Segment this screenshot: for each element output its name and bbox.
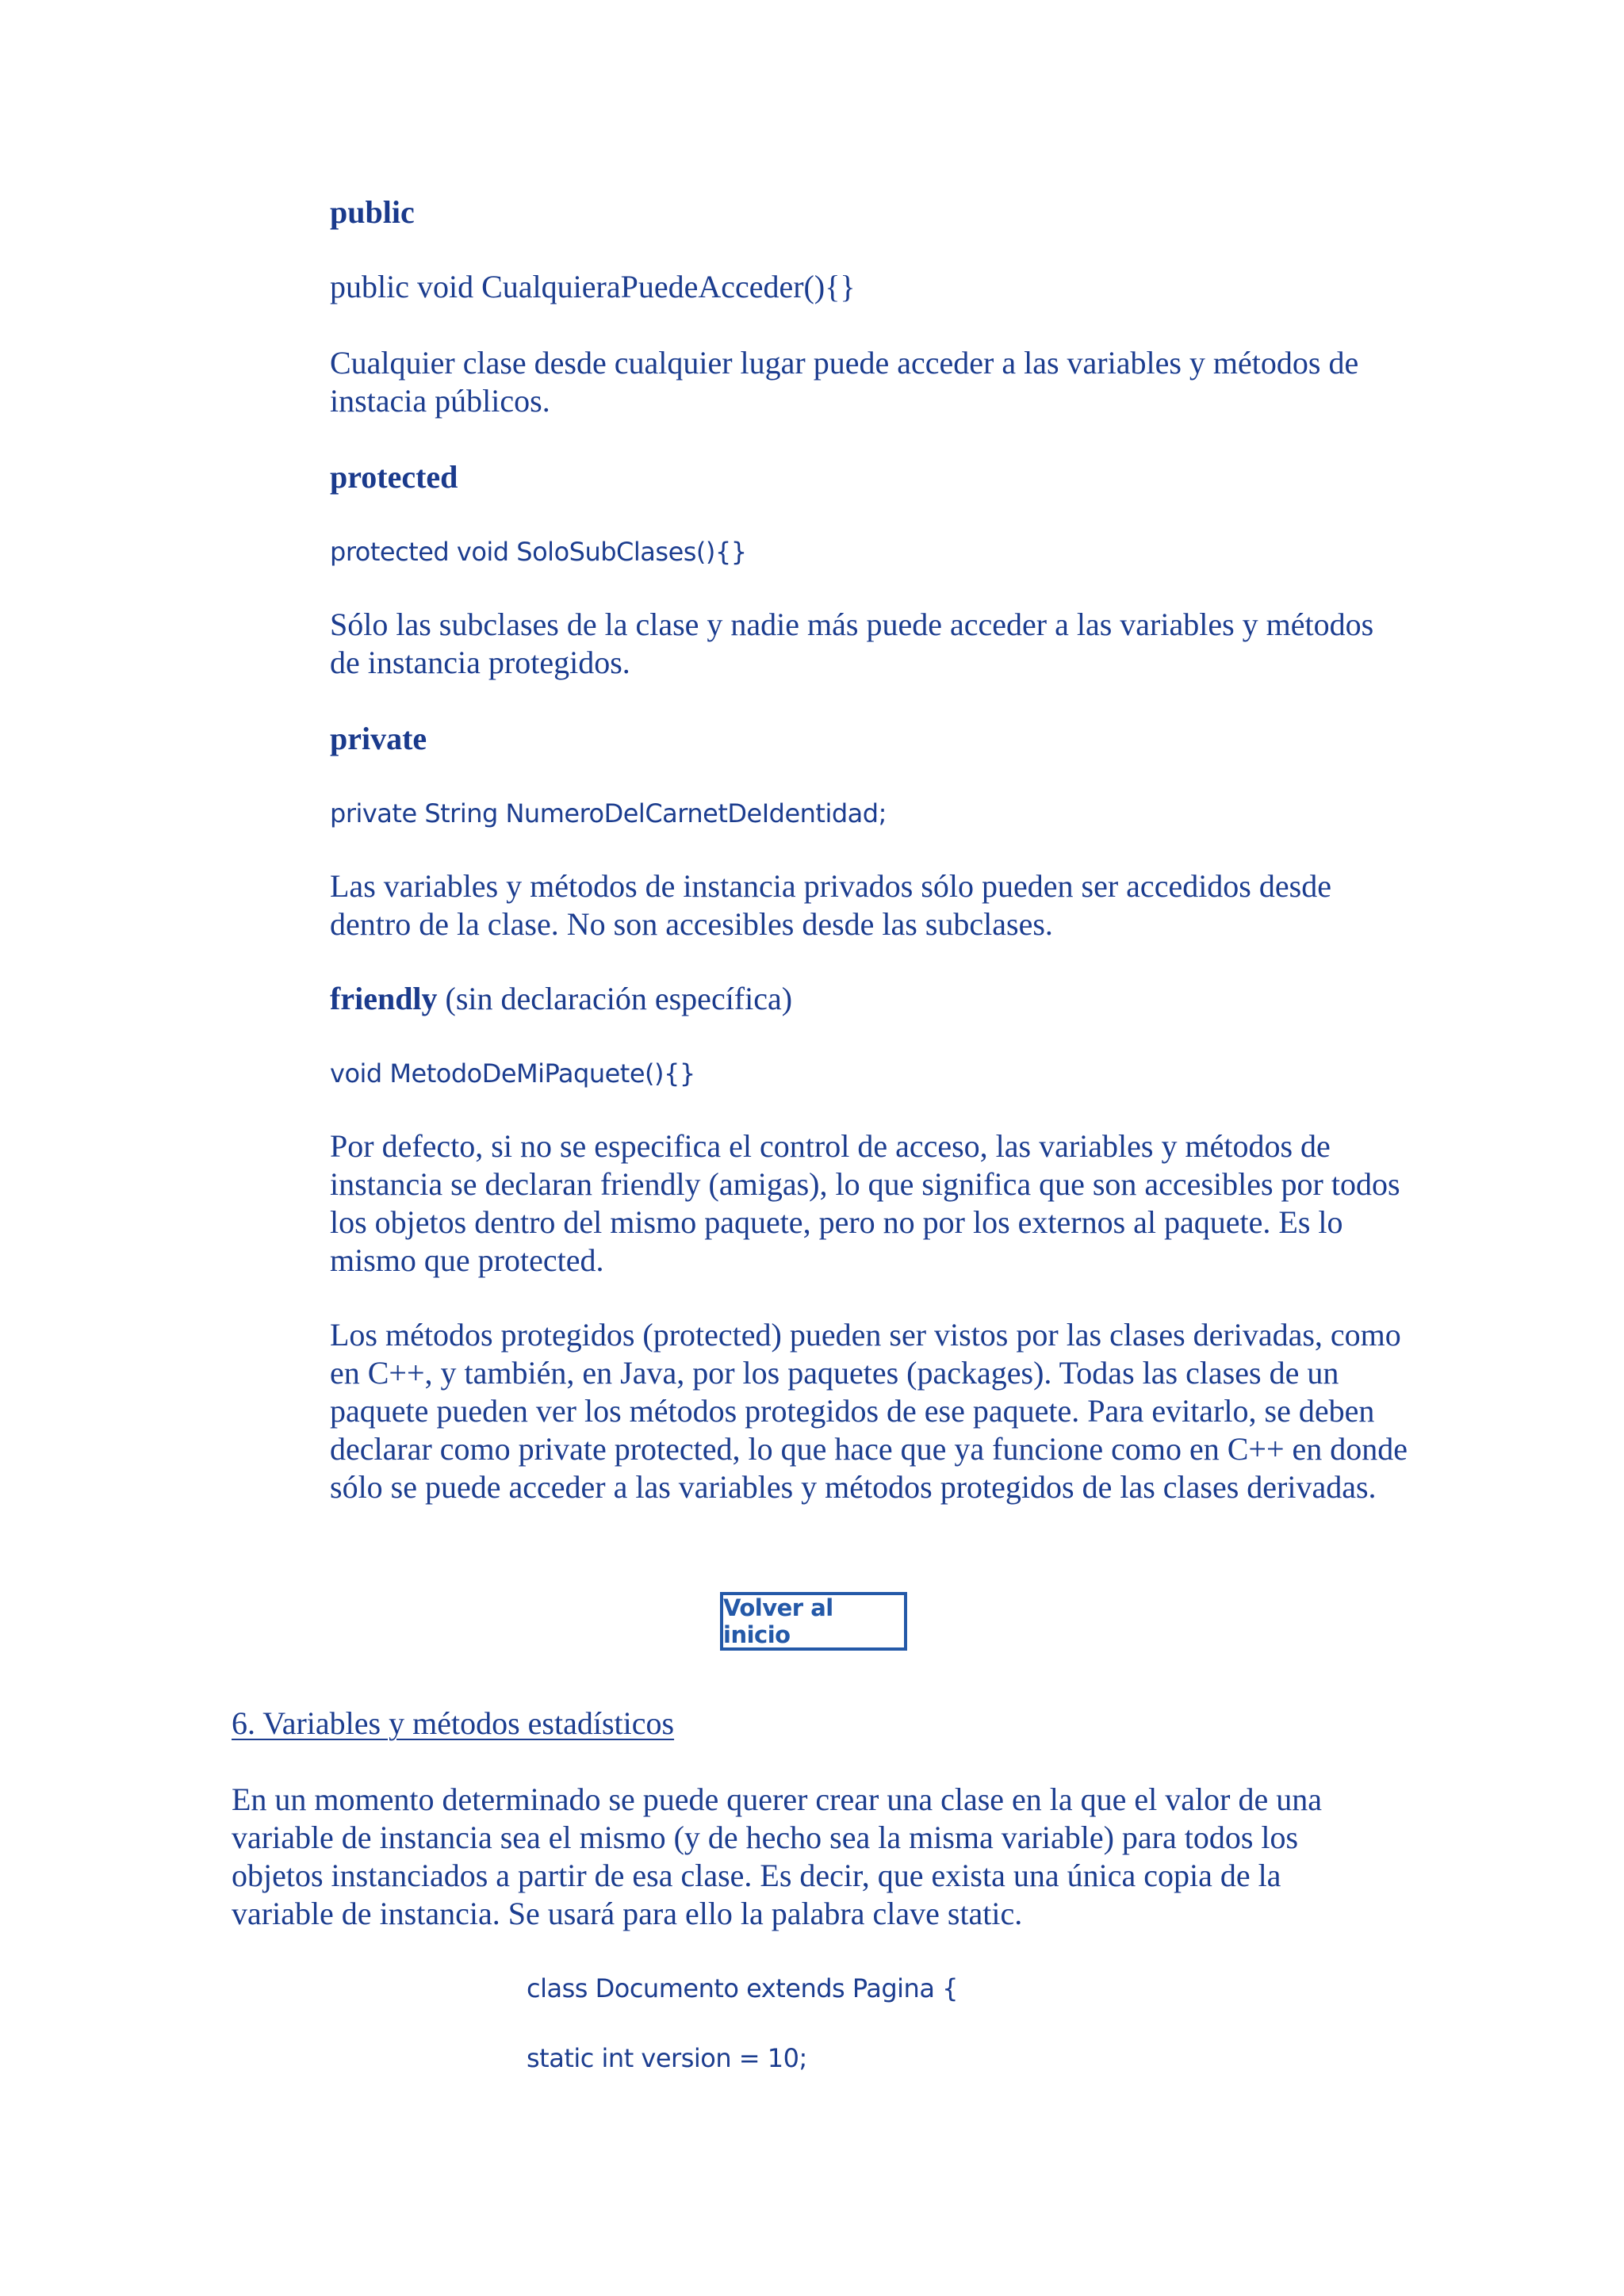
- code-private: private String NumeroDelCarnetDeIdentidad;: [330, 798, 887, 828]
- back-to-top-button[interactable]: [720, 1592, 907, 1651]
- heading-friendly: [330, 980, 792, 1018]
- heading-friendly-note: (sin declaración específica): [437, 981, 793, 1016]
- back-to-top-label: Volver al inicio: [723, 1594, 833, 1648]
- heading-protected: protected: [330, 459, 458, 495]
- heading-public: public: [330, 194, 415, 230]
- description-public: Cualquier clase desde cualquier lugar puede acceder a las variables y métodos de instacia públicos.: [330, 345, 1359, 419]
- code-static-version: static int version = 10;: [527, 2043, 807, 2073]
- protected-note-paragraph: Los métodos protegidos (protected) pueden ser vistos por las clases derivadas, como en C++, y también, en Java, por los paquetes (packages). Todas las clases de un paquete pueden ver los métodos protegidos de ese paquete. Para evitarlo, se deben declarar como private protected, lo que hace que ya funcione como en C++ en donde sólo se puede acceder a las variables y métodos protegidos de las clases derivadas.: [330, 1317, 1408, 1505]
- heading-friendly-keyword: friendly: [330, 981, 438, 1016]
- code-friendly: void MetodoDeMiPaquete(){}: [330, 1058, 695, 1089]
- code-class-declaration: class Documento extends Pagina {: [527, 1973, 958, 2003]
- description-private: Las variables y métodos de instancia privados sólo pueden ser accedidos desde dentro de la clase. No son accesibles desde las subclases.: [330, 868, 1331, 942]
- section6-paragraph: En un momento determinado se puede querer crear una clase en la que el valor de una variable de instancia sea el mismo (y de hecho sea la misma variable) para todos los objetos instanciados a partir de esa clase. Es decir, que exista una única copia de la variable de instancia. Se usará para ello la palabra clave static.: [232, 1781, 1322, 1931]
- description-protected: Sólo las subclases de la clase y nadie más puede acceder a las variables y métodos de instancia protegidos.: [330, 607, 1374, 680]
- heading-private: private: [330, 721, 427, 756]
- code-public: public void CualquieraPuedeAcceder(){}: [330, 269, 856, 304]
- section6-title-link[interactable]: 6. Variables y métodos estadísticos: [232, 1705, 675, 1741]
- code-protected: protected void SoloSubClases(){}: [330, 537, 747, 567]
- description-friendly: Por defecto, si no se especifica el control de acceso, las variables y métodos de instancia se declaran friendly (amigas), lo que significa que son accesibles por todos los objetos dentro del mismo paquete, pero no por los externos al paquete. Es lo mismo que protected.: [330, 1128, 1400, 1278]
